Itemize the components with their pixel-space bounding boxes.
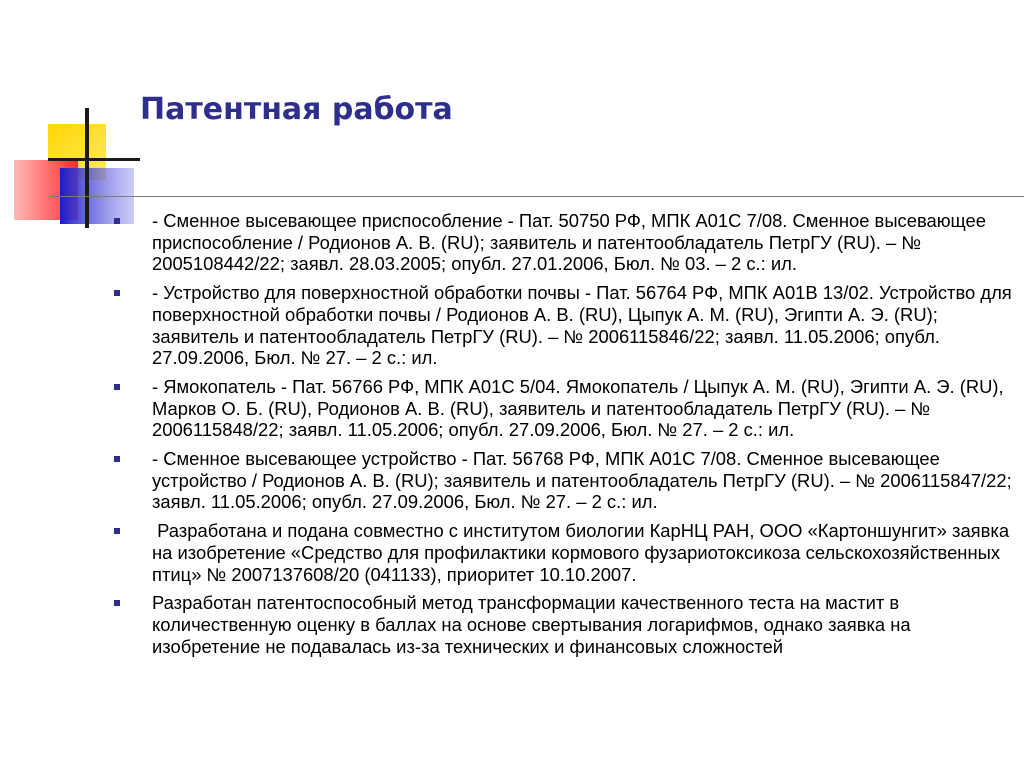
list-item-text: - Ямокопатель - Пат. 56766 РФ, МПК А01С 5/04. Ямокопатель / Цыпук А. М. (RU), Эгипти А. Э. (RU), Марков О. Б. (RU), Родионов А. В. (RU), заявитель и патентообладатель ПетрГУ (RU). – № 2006115848/22; заявл. 11.05.2006; опубл. 27.09.2006, Бюл. № 27. – 2 с.: ил. [152, 375, 1004, 441]
patent-list [114, 210, 1014, 664]
list-item-text: - Сменное высевающее устройство - Пат. 56768 РФ, МПК А01С 7/08. Сменное высевающее устройство / Родионов А. В. (RU); заявитель и патентообладатель ПетрГУ (RU). – № 2006115847/22; заявл. 11.05.2006; опубл. 27.09.2006, Бюл. № 27. – 2 с.: ил. [152, 448, 1012, 513]
horizontal-bar [48, 158, 140, 161]
square-bullet-icon [114, 600, 120, 606]
list-item-text: - Сменное высевающее приспособление - Пат. 50750 РФ, МПК А01С 7/08. Сменное высевающее приспособление / Родионов А. В. (RU); заявитель и патентообладатель ПетрГУ (RU). – № 2005108442/22; заявл. 28.03.2005; опубл. 27.01.2006, Бюл. № 03. – 2 с.: ил. [152, 210, 986, 275]
square-bullet-icon [114, 456, 120, 462]
square-bullet-icon [114, 384, 120, 390]
list-item [114, 520, 1014, 585]
list-item [114, 376, 1014, 441]
square-bullet-icon [114, 290, 120, 296]
slide-title: Патентная работа [140, 92, 453, 127]
list-item [114, 448, 1014, 513]
title-divider [50, 196, 1024, 197]
list-item [114, 282, 1014, 369]
square-bullet-icon [114, 528, 120, 534]
list-item [114, 210, 1014, 275]
list-item-text: - Устройство для поверхностной обработки почвы - Пат. 56764 РФ, МПК А01В 13/02. Устройство для поверхностной обработки почвы / Родионов А. В. (RU), Цыпук А. М. (RU), Эгипти А. Э. (RU); заявитель и патентообладатель ПетрГУ (RU). – № 2006115846/22; заявл. 11.05.2006; опубл. 27.09.2006, Бюл. № 27. – 2 с.: ил. [152, 282, 1012, 369]
square-bullet-icon [114, 218, 120, 224]
list-item-text: Разработана и подана совместно с институтом биологии КарНЦ РАН, ООО «Картоншунгит» заявка на изобретение «Средство для профилактики кормового фузариотоксикоза сельскохозяйственных птиц» № 2007137608/20 (041133), приоритет 10.10.2007. [152, 520, 1015, 585]
vertical-bar [85, 108, 89, 228]
list-item [114, 592, 1014, 657]
list-item-text: Разработан патентоспособный метод трансформации качественного теста на мастит в количественную оценку в баллах на основе свертывания логарифмов, однако заявка на изобретение не подавалась из-за технических и финансовых сложностей [152, 592, 911, 657]
